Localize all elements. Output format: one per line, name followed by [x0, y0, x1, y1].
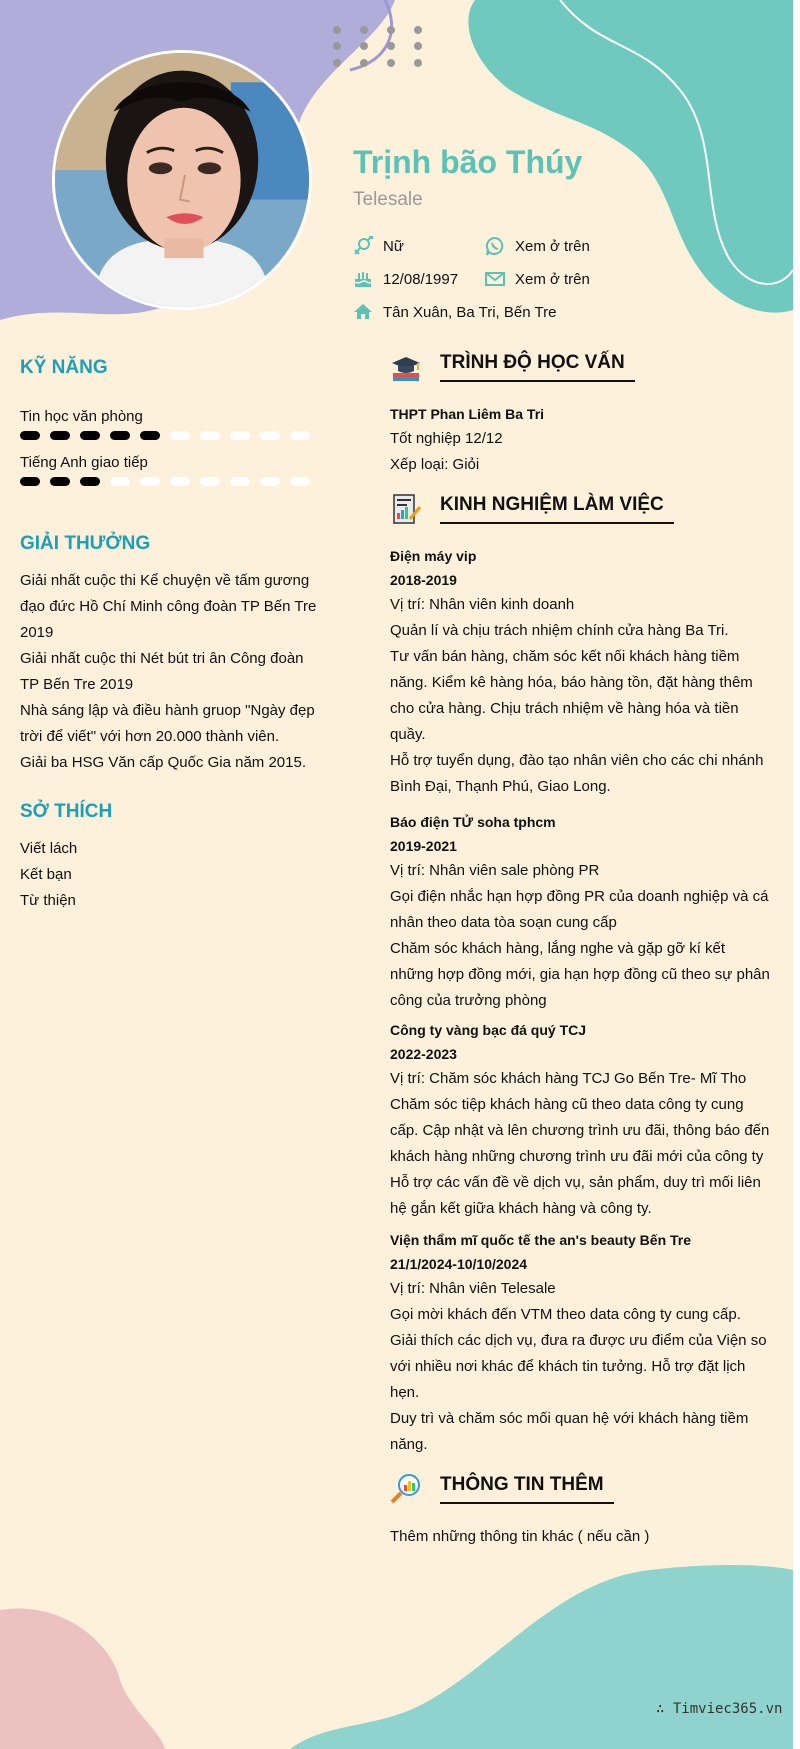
- education-block: [390, 402, 770, 478]
- job-company: Viện thẩm mĩ quốc tế the an's beauty Bến Tre: [390, 1232, 692, 1248]
- briefcase-icon: [390, 493, 422, 525]
- job-line: Hỗ trợ tuyển dụng, đào tạo nhân viên cho các chi nhánh Bình Đại, Thạnh Phú, Giao Long.: [390, 752, 764, 795]
- job-line: Chăm sóc khách hàng, lắng nghe và gặp gỡ kí kết những hợp đồng mới, gia hạn hợp đồng cũ theo sự phân công của trưởng phòng: [390, 940, 770, 1009]
- skills-heading: KỸ NĂNG: [20, 357, 108, 378]
- job-company: Báo điện TỬ soha tphcm: [390, 814, 556, 830]
- job-period: 2018-2019: [390, 572, 457, 588]
- job-entry: [390, 1228, 770, 1458]
- candidate-name: Trịnh bão Thúy: [353, 144, 583, 180]
- job-line: Tư vấn bán hàng, chăm sóc kết nối khách hàng tiềm năng. Kiểm kê hàng hóa, báo hàng tồn, đặt hàng thêm cho cửa hàng. Chịu trách nhiệm về hàng hóa và tiền quầy.: [390, 648, 753, 743]
- experience-heading: KINH NGHIỆM LÀM VIỆC: [440, 494, 674, 524]
- education-line: Tốt nghiệp 12/12: [390, 430, 503, 447]
- job-period: 2022-2023: [390, 1046, 457, 1062]
- gender-value: Nữ: [383, 237, 404, 255]
- job-entry: [390, 544, 770, 800]
- job-line: Hỗ trợ các vấn đề về dịch vụ, sản phẩm, duy trì mối liên hệ gắn kết giữa khách hàng và công ty.: [390, 1174, 761, 1217]
- skill-bar: [20, 431, 310, 440]
- job-line: Vị trí: Nhân viên kinh doanh: [390, 596, 575, 613]
- education-heading: TRÌNH ĐỘ HỌC VẤN: [440, 352, 635, 382]
- skill-name: Tin học văn phòng: [20, 408, 143, 425]
- job-line: Duy trì và chăm sóc mối quan hệ với khách hàng tiềm năng.: [390, 1410, 749, 1453]
- brand-text: Timviec365.vn: [672, 1701, 783, 1717]
- address-info: [353, 302, 556, 322]
- job-period: 2019-2021: [390, 838, 457, 854]
- job-entry: [390, 1018, 770, 1222]
- award-item: Giải nhất cuộc thi Nét bút tri ân Công đoàn TP Bến Tre 2019: [20, 650, 304, 693]
- gender-info: [353, 236, 404, 256]
- home-icon: [353, 302, 373, 322]
- magnifier-chart-icon: [390, 1473, 422, 1505]
- extra-heading: THÔNG TIN THÊM: [440, 1474, 614, 1504]
- award-item: Giải ba HSG Văn cấp Quốc Gia năm 2015.: [20, 754, 306, 771]
- school-name: THPT Phan Liêm Ba Tri: [390, 406, 545, 422]
- avatar: [52, 50, 312, 310]
- email-value[interactable]: Xem ở trên: [515, 270, 590, 288]
- award-item: Giải nhất cuộc thi Kể chuyện về tấm gương đạo đức Hồ Chí Minh công đoàn TP Bến Tre 2019: [20, 572, 317, 641]
- hobby-item: Viết lách: [20, 840, 78, 857]
- extra-text: Thêm những thông tin khác ( nếu cần ): [390, 1528, 650, 1545]
- job-company: Công ty vàng bạc đá quý TCJ: [390, 1022, 587, 1038]
- email-info: [485, 269, 590, 289]
- education-section-header: [390, 351, 635, 383]
- brand-logo[interactable]: ∴ Timviec365.vn: [656, 1701, 783, 1717]
- job-line: Vị trí: Nhân viên Telesale: [390, 1280, 556, 1297]
- gender-icon: [353, 236, 373, 256]
- graduation-icon: [390, 351, 422, 383]
- awards-list: [20, 568, 320, 776]
- candidate-role: Telesale: [353, 189, 423, 210]
- job-line: Gọi mời khách đến VTM theo data công ty cung cấp. Giải thích các dịch vụ, đưa ra được ưu điểm của Viện so với nhiều nơi khác để khách tin tưởng. Hỗ trợ đặt lịch hẹn.: [390, 1306, 767, 1401]
- teal-bottom-blob: [290, 1565, 793, 1749]
- job-entry: [390, 810, 770, 1014]
- job-line: Gọi điện nhắc hạn hợp đồng PR của doanh nghiệp và cá nhân theo data tòa soạn cung cấp: [390, 888, 769, 931]
- birthday-info: [353, 269, 458, 289]
- job-line: Vị trí: Nhân viên sale phòng PR: [390, 862, 600, 879]
- extra-block: [390, 1524, 770, 1550]
- extra-section-header: [390, 1473, 614, 1505]
- address-value: Tân Xuân, Ba Tri, Bến Tre: [383, 303, 557, 321]
- job-line: Chăm sóc tiệp khách hàng cũ theo data công ty cung cấp. Cập nhật và lên chương trình ưu đãi, thông báo đến khách hàng những chương trình ưu đãi mới của công ty: [390, 1096, 770, 1165]
- pink-blob: [0, 1608, 165, 1749]
- experience-section-header: [390, 493, 674, 525]
- portrait-icon: [55, 53, 309, 307]
- awards-heading: GIẢI THƯỞNG: [20, 533, 151, 554]
- hobby-item: Kết bạn: [20, 866, 72, 883]
- cake-icon: [353, 269, 373, 289]
- birthday-value: 12/08/1997: [383, 270, 459, 288]
- job-line: Quản lí và chịu trách nhiệm chính cửa hàng Ba Tri.: [390, 622, 729, 639]
- skill-name: Tiếng Anh giao tiếp: [20, 454, 148, 471]
- hobbies-list: [20, 836, 320, 914]
- whatsapp-icon: [485, 236, 505, 256]
- envelope-icon: [485, 269, 505, 289]
- award-item: Nhà sáng lập và điều hành gruop "Ngày đẹp trời để viết" với hơn 20.000 thành viên.: [20, 702, 315, 745]
- phone-info: [485, 236, 590, 256]
- job-line: Vị trí: Chăm sóc khách hàng TCJ Go Bến Tre- Mĩ Tho: [390, 1070, 747, 1087]
- job-period: 21/1/2024-10/10/2024: [390, 1256, 528, 1272]
- job-company: Điện máy vip: [390, 548, 477, 564]
- education-line: Xếp loại: Giỏi: [390, 456, 480, 473]
- phone-value[interactable]: Xem ở trên: [515, 237, 590, 255]
- hobby-item: Từ thiện: [20, 892, 76, 909]
- skill-bar: [20, 477, 310, 486]
- hobbies-heading: SỞ THÍCH: [20, 801, 113, 822]
